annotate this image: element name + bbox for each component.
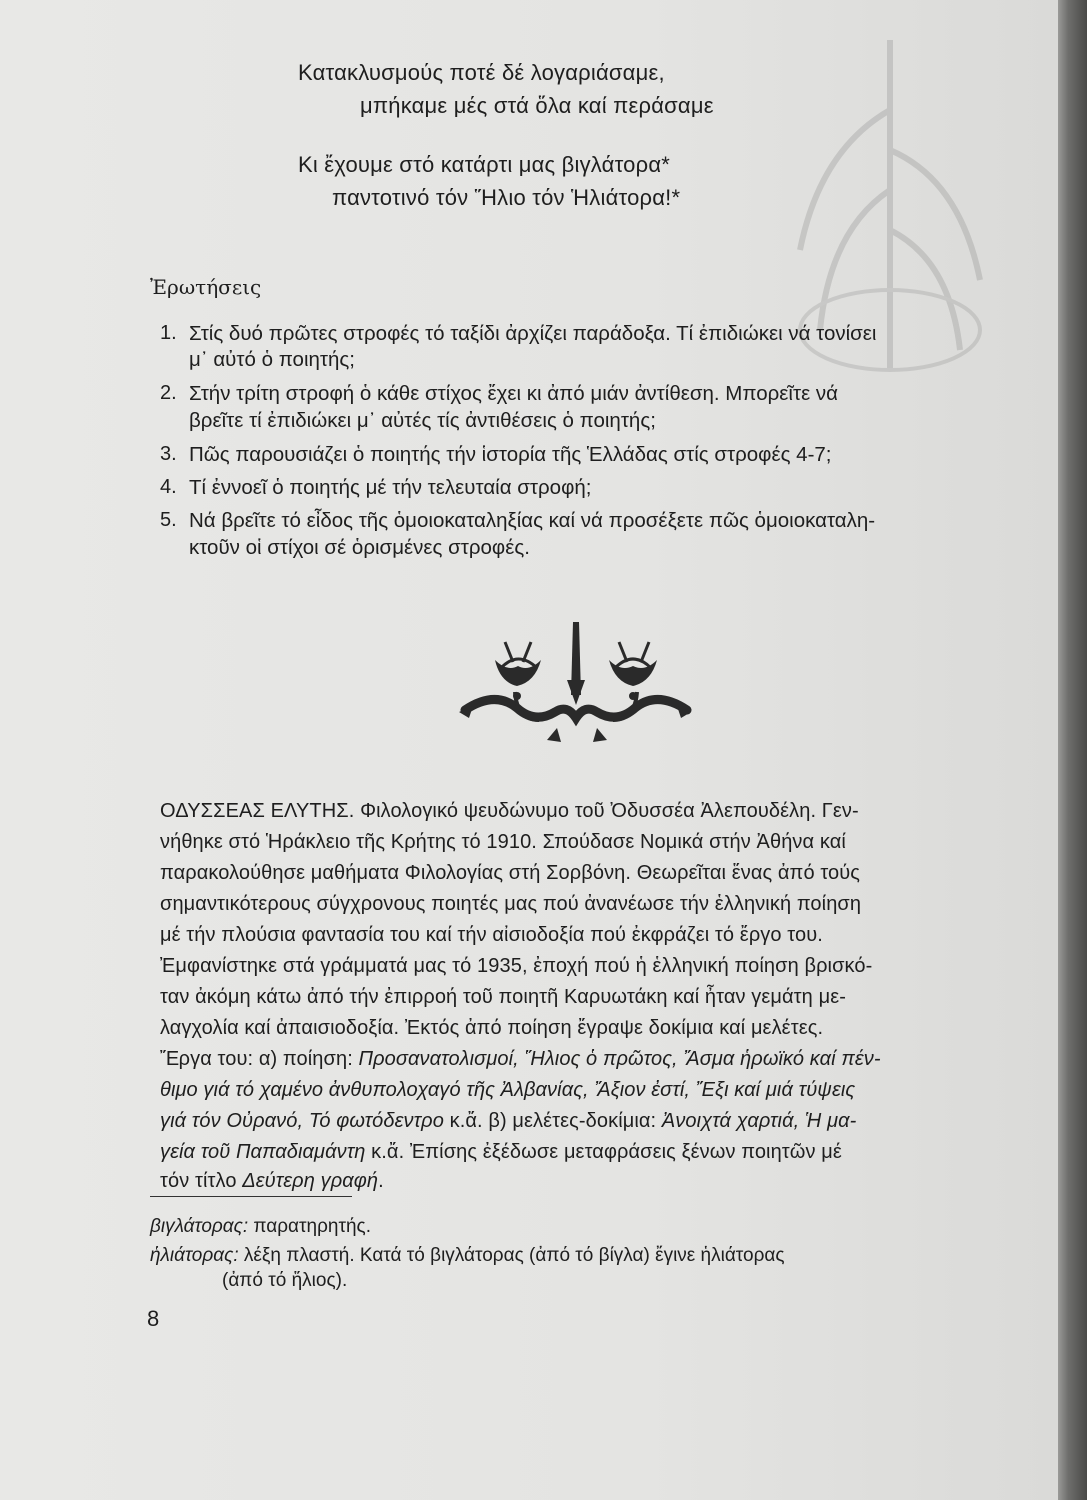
question-text: κτοῦν οἱ στίχοι σέ ὁρισμένες στροφές. <box>189 536 530 559</box>
question-number: 3. <box>160 443 177 465</box>
bio-line: ΟΔΥΣΣΕΑΣ ΕΛΥΤΗΣ. Φιλολογικό ψευδώνυμο τοῦ Ὀδυσσέα Ἀλεπουδέλη. Γεν- <box>160 800 859 822</box>
bio-line: Ἐμφανίστηκε στά γράμματά μας τό 1935, ἐποχή πού ἡ ἑλληνική ποίηση βρισκό- <box>160 955 873 977</box>
bio-line: λαγχολία καί ἀπαισιοδοξία. Ἐκτός ἀπό ποίηση ἔγραψε δοκίμια καί μελέτες. <box>160 1017 824 1039</box>
bio-line <box>160 1110 980 1133</box>
question-text: βρεῖτε τί ἐπιδιώκει μ᾿ αὐτές τίς ἀντιθέσεις ὁ ποιητής; <box>189 409 656 432</box>
question-text: μ᾿ αὐτό ὁ ποιητής; <box>189 348 355 371</box>
footnote-term: βιγλάτορας: <box>150 1216 249 1237</box>
works-title: γεία τοῦ Παπαδιαμάντη <box>160 1141 366 1163</box>
footnote <box>150 1245 785 1267</box>
question-number: 4. <box>160 476 177 498</box>
bio-line: νήθηκε στό Ἡράκλειο τῆς Κρήτης τό 1910. Σπούδασε Νομικά στήν Ἀθήνα καί <box>160 831 846 853</box>
poem-line: μπήκαμε μές στά ὅλα καί περάσαμε <box>360 93 714 118</box>
bio-line <box>160 1170 980 1193</box>
question-text: Νά βρεῖτε τό εἶδος τῆς ὁμοιοκαταληξίας καί νά προσέξετε πῶς ὁμοιοκαταλη- <box>189 509 876 532</box>
question-number: 1. <box>160 322 177 344</box>
poem-line: Κι ἔχουμε στό κατάρτι μας βιγλάτορα* <box>298 152 671 177</box>
footnote-divider <box>150 1196 352 1197</box>
works-title: Δεύτερη γραφή <box>242 1170 379 1192</box>
page-number: 8 <box>147 1306 160 1331</box>
question-text: Στήν τρίτη στροφή ὁ κάθε στίχος ἔχει κι ἀπό μιάν ἀντίθεση. Μπορεῖτε νά <box>189 382 839 405</box>
bio-line <box>160 1048 980 1071</box>
bio-text: τόν τίτλο <box>160 1170 243 1192</box>
question-text: Στίς δυό πρῶτες στροφές τό ταξίδι ἀρχίζει παράδοξα. Τί ἐπιδιώκει νά τονίσει <box>189 322 877 345</box>
bio-text: Ἔργα του: α) ποίηση: <box>160 1048 359 1070</box>
footnote-definition: λέξη πλαστή. Κατά τό βιγλάτορας (ἀπό τό βίγλα) ἔγινε ἡλιάτορας <box>238 1245 785 1266</box>
question-text: Τί ἐννοεῖ ὁ ποιητής μέ τήν τελευταία στροφή; <box>189 476 592 499</box>
footnote-definition: παρατηρητής. <box>248 1216 371 1237</box>
bio-text: κ.ἄ. Ἐπίσης ἐξέδωσε μεταφράσεις ξένων ποιητῶν μέ <box>365 1141 842 1163</box>
bio-line: μέ τήν πλούσια φαντασία του καί τήν αἰσιοδοξία πού ἐκφράζει τό ἔργο του. <box>160 924 823 946</box>
questions-heading: Ἐρωτήσεις <box>150 275 262 299</box>
floral-ornament <box>455 620 695 750</box>
bio-line: ταν ἀκόμη κάτω ἀπό τήν ἐπιρροή τοῦ ποιητῆ Καρυωτάκη καί ἦταν γεμάτη με- <box>160 986 846 1008</box>
poem-line: παντοτινό τόν Ἥλιο τόν Ἡλιάτορα!* <box>332 185 681 210</box>
bio-text: . <box>378 1170 384 1192</box>
question-number: 2. <box>160 382 177 404</box>
question-number: 5. <box>160 509 177 531</box>
bio-text: κ.ἄ. β) μελέτες-δοκίμια: <box>443 1110 662 1132</box>
poem-line: Κατακλυσμούς ποτέ δέ λογαριάσαμε, <box>298 60 665 85</box>
works-title: Ἀνοιχτά χαρτιά, Ἡ μα- <box>661 1110 857 1132</box>
bio-line: σημαντικότερους σύγχρονους ποιητές μας πού ἀνανέωσε τήν ἑλληνική ποίηση <box>160 893 862 915</box>
bio-line <box>160 1141 980 1164</box>
bio-line: παρακολούθησε μαθήματα Φιλολογίας στή Σορβόνη. Θεωρεῖται ἕνας ἀπό τούς <box>160 862 861 884</box>
footnote <box>150 1216 371 1238</box>
footnote-term: ἡλιάτορας: <box>150 1245 239 1266</box>
book-spine-shadow <box>1058 0 1087 1500</box>
works-title: Προσανατολισμοί, Ἥλιος ὁ πρῶτος, Ἄσμα ἡρωϊκό καί πέν- <box>358 1048 881 1070</box>
bio-line: θιμο γιά τό χαμένο ἀνθυπολοχαγό τῆς Ἀλβανίας, Ἄξιον ἐστί, Ἔξι καί μιά τύψεις <box>160 1079 856 1101</box>
works-title: γιά τόν Οὐρανό, Τό φωτόδεντρο <box>160 1110 444 1132</box>
question-text: Πῶς παρουσιάζει ὁ ποιητής τήν ἱστορία τῆς Ἑλλάδας στίς στροφές 4-7; <box>189 443 832 466</box>
footnote-continuation: (ἀπό τό ἥλιος). <box>222 1270 348 1291</box>
